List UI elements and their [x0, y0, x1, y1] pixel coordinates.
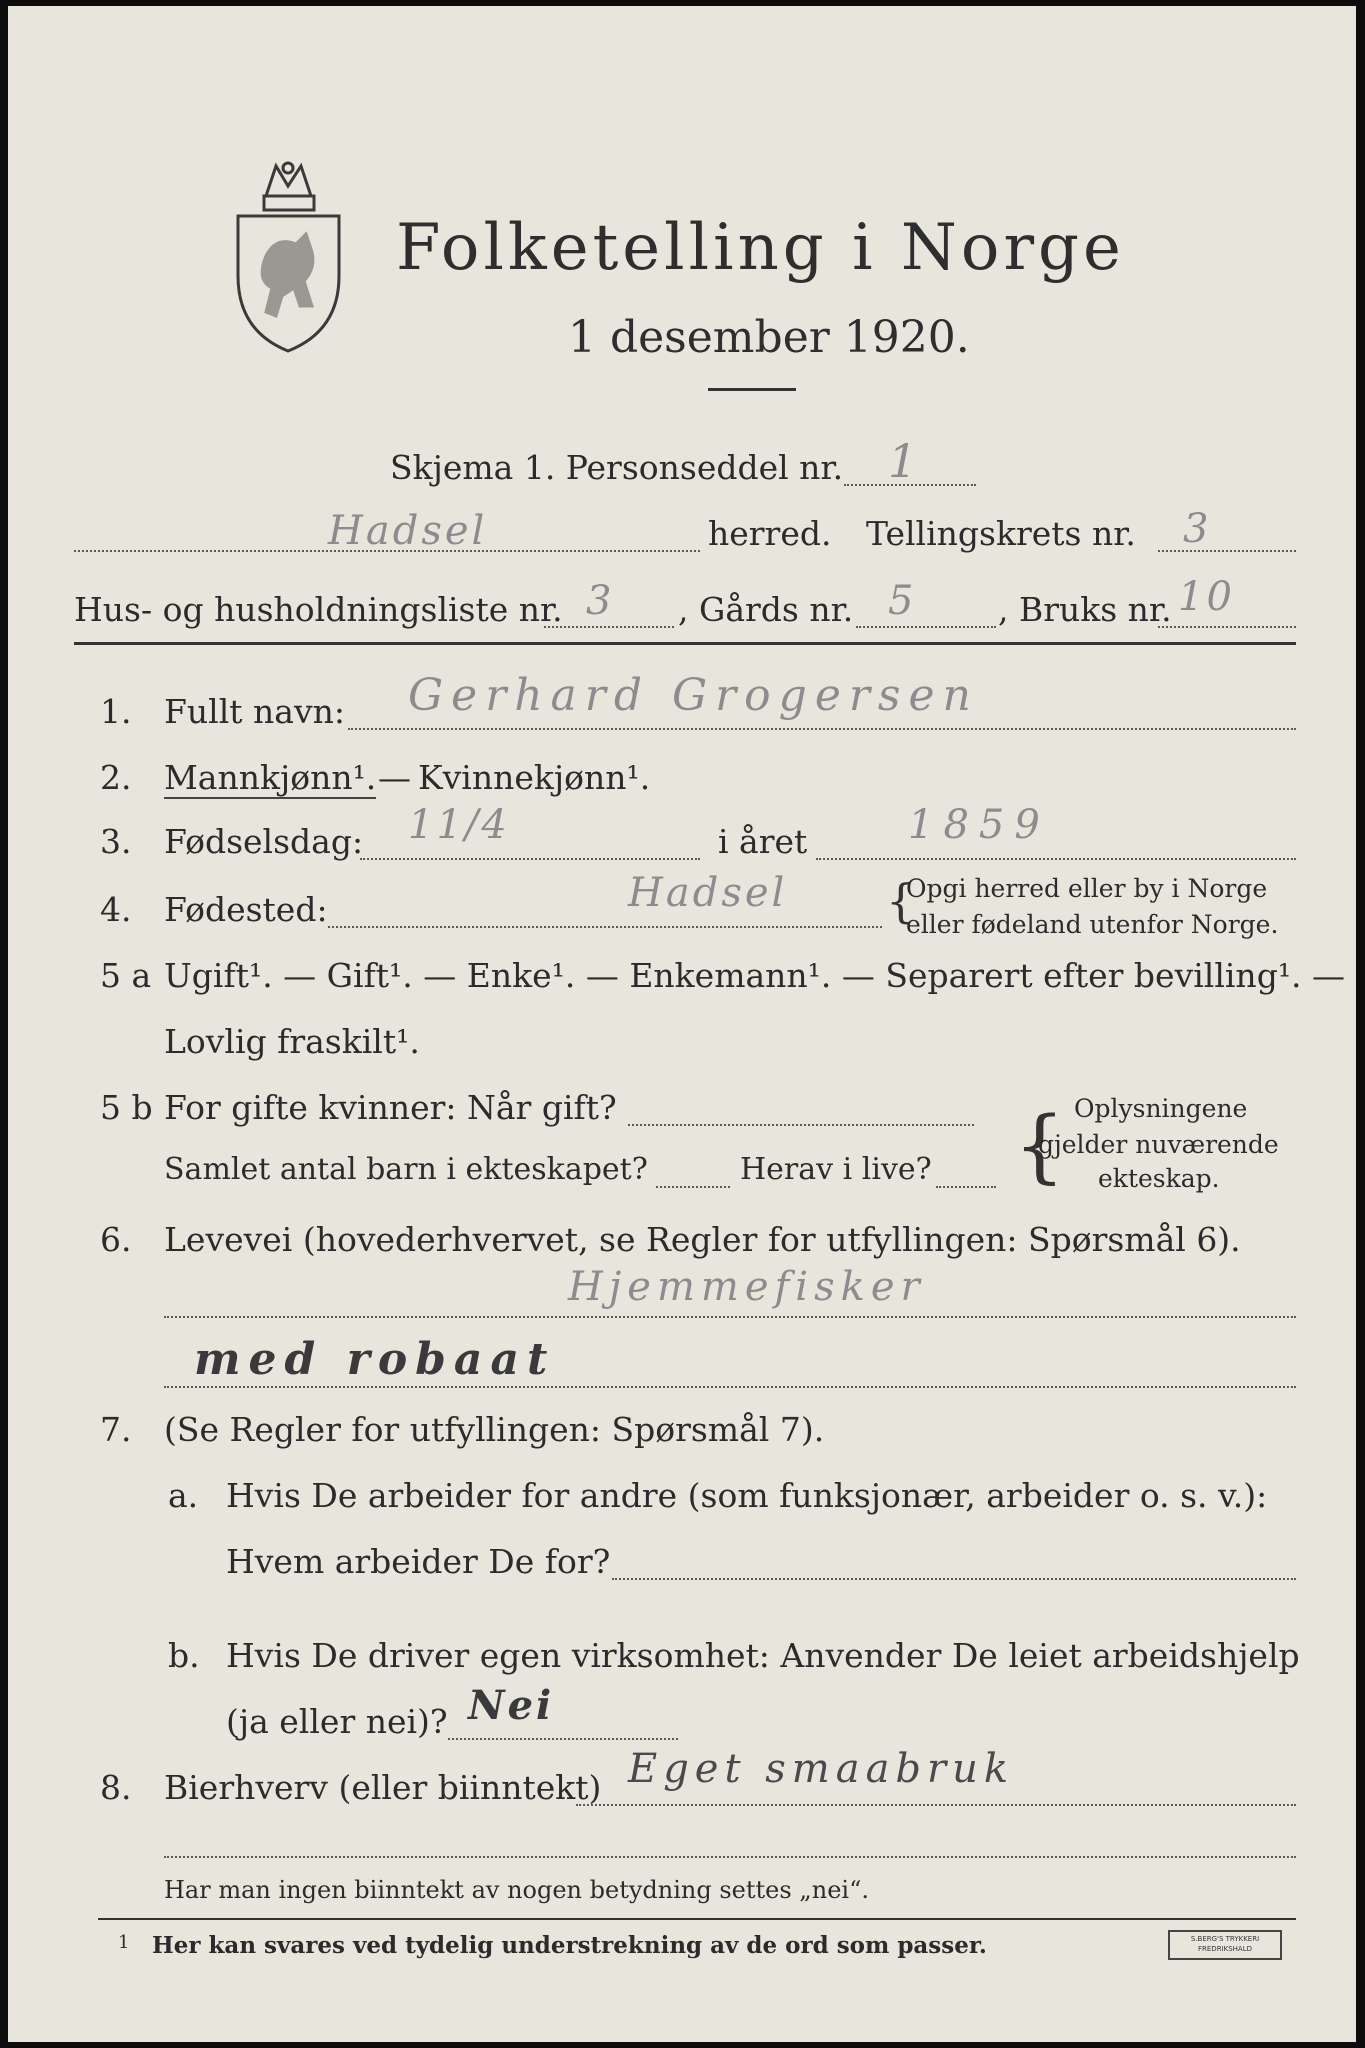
herred-label: herred.: [708, 514, 832, 553]
gards-label: , Gårds nr.: [678, 590, 854, 629]
q3-number: 3.: [100, 822, 132, 861]
q8-value: Eget smaabruk: [628, 1746, 1015, 1792]
q5b-children-line: [656, 1186, 730, 1188]
q7a-line: [612, 1578, 1296, 1580]
skjema-label: Skjema 1. Personseddel nr.: [390, 448, 844, 487]
footnote-text: Her kan svares ved tydelig understrekning av de ord som passer.: [152, 1932, 987, 1959]
q4-value: Hadsel: [628, 870, 788, 916]
q7a-letter: a.: [168, 1476, 199, 1515]
census-date: 1 desember 1920.: [568, 312, 970, 363]
q6-line2: [164, 1386, 1296, 1388]
husholdningsliste-line: [544, 626, 674, 628]
q5b-line1: For gifte kvinner: Når gift?: [164, 1088, 617, 1127]
q6-value-line2: med robaat: [194, 1334, 556, 1385]
bruks-line: [1158, 626, 1296, 628]
personseddel-value: 1: [888, 434, 921, 488]
q1-line: [348, 728, 1296, 730]
q7b-line: [448, 1738, 678, 1740]
gards-line: [856, 626, 996, 628]
q1-label: Fullt navn:: [164, 692, 345, 731]
q2-separator: —: [378, 758, 411, 797]
printer-stamp-text: S.BERG'S TRYKKERI FREDRIKSHALD: [1190, 1935, 1260, 1953]
q6-value-line1: Hjemmefisker: [568, 1264, 926, 1310]
q5b-note-brace: {: [1014, 1099, 1065, 1192]
footnote-mark: 1: [118, 1932, 130, 1953]
bruks-label: , Bruks nr.: [998, 590, 1172, 629]
q8-label: Bierhverv (eller biinntekt): [164, 1768, 602, 1807]
tellingskrets-label: Tellingskrets nr.: [866, 514, 1136, 553]
q7-label: (Se Regler for utfyllingen: Spørsmål 7).: [164, 1410, 825, 1449]
q3-year-value: 1859: [908, 802, 1050, 848]
q7-number: 7.: [100, 1410, 132, 1449]
q3-day-line: [360, 858, 700, 860]
q8-line: [576, 1804, 1296, 1806]
q7b-value: Nei: [468, 1682, 555, 1729]
q5b-alive-line: [936, 1186, 996, 1188]
title-divider: [708, 388, 796, 391]
q4-label: Fødested:: [164, 890, 328, 929]
q3-day-value: 11/4: [408, 802, 510, 848]
q4-number: 4.: [100, 890, 132, 929]
q8-line2: [164, 1856, 1296, 1858]
q5b-note-line2: gjelder nuværende: [1038, 1130, 1279, 1159]
q5b-married-line: [628, 1124, 974, 1126]
q3-label: Fødselsdag:: [164, 822, 364, 861]
q5b-note-line3: ekteskap.: [1098, 1164, 1220, 1193]
census-form: [8, 6, 1356, 2042]
bruks-value: 10: [1178, 574, 1235, 620]
q2-male: Mannkjønn¹.: [164, 758, 377, 797]
q6-line1: [164, 1316, 1296, 1318]
q1-value: Gerhard Grogersen: [408, 670, 979, 721]
husholdningsliste-value: 3: [586, 578, 615, 624]
q7b-line2: (ja eller nei)?: [226, 1702, 448, 1741]
q5b-number: 5 b: [100, 1088, 153, 1127]
tellingskrets-value: 3: [1183, 506, 1212, 552]
q8-number: 8.: [100, 1768, 132, 1807]
q7a-line1: Hvis De arbeider for andre (som funksjonær, arbeider o. s. v.):: [226, 1476, 1268, 1515]
form-title: Folketelling i Norge: [396, 211, 1125, 285]
norwegian-coat-of-arms-icon: [226, 156, 351, 356]
header-divider: [74, 642, 1296, 645]
q5a-line2: Lovlig fraskilt¹.: [164, 1022, 420, 1061]
husholdningsliste-label: Hus- og husholdningsliste nr.: [74, 590, 563, 629]
q7b-letter: b.: [168, 1636, 200, 1675]
q4-note-brace: {: [886, 874, 916, 928]
q4-note-line2: eller fødeland utenfor Norge.: [906, 910, 1279, 939]
printer-stamp: [1168, 1930, 1282, 1960]
q5a-number: 5 a: [100, 956, 152, 995]
q4-note-line1: Opgi herred eller by i Norge: [906, 874, 1268, 903]
q5a-line1: Ugift¹. — Gift¹. — Enke¹. — Enkemann¹. — Separert efter bevilling¹. —: [164, 956, 1346, 995]
herred-value: Hadsel: [328, 508, 488, 554]
q4-line: [328, 926, 882, 928]
footnote-divider: [98, 1918, 1296, 1920]
q5b-alive-label: Herav i live?: [740, 1152, 932, 1187]
q6-label: Levevei (hovederhvervet, se Regler for utfyllingen: Spørsmål 6).: [164, 1220, 1241, 1259]
q5b-children-label: Samlet antal barn i ekteskapet?: [164, 1152, 648, 1187]
q1-number: 1.: [100, 692, 132, 731]
q7a-line2: Hvem arbeider De for?: [226, 1542, 611, 1581]
q5b-note-line1: Oplysningene: [1074, 1094, 1248, 1123]
gards-value: 5: [888, 578, 917, 624]
q3-year-line: [816, 858, 1296, 860]
tellingskrets-line: [1158, 550, 1296, 552]
q2-number: 2.: [100, 758, 132, 797]
q7b-line1: Hvis De driver egen virksomhet: Anvender De leiet arbeidshjelp: [226, 1636, 1300, 1675]
q6-number: 6.: [100, 1220, 132, 1259]
q3-year-label: i året: [718, 822, 808, 861]
q2-female: Kvinnekjønn¹.: [418, 758, 651, 797]
footer-note: Har man ingen biinntekt av nogen betydning settes „nei“.: [164, 1876, 869, 1904]
